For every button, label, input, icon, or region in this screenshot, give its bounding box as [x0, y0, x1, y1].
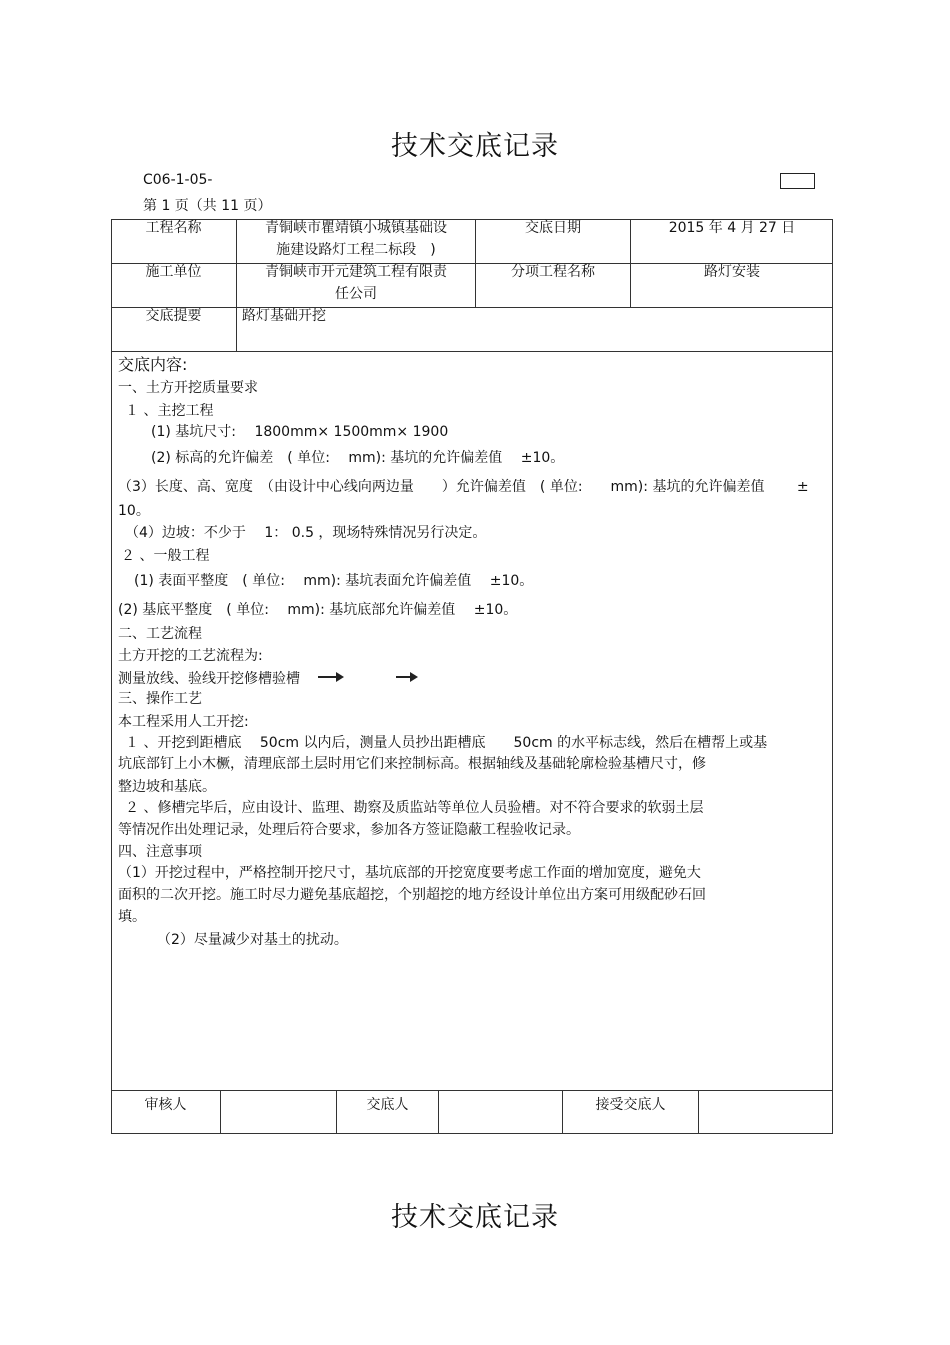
content-heading: 交底内容: — [118, 355, 188, 374]
date-value: 2015 年 4 月 27 日 — [668, 220, 796, 236]
content-line: １ 、主挖工程 — [125, 403, 214, 419]
date-label: 交底日期 — [525, 220, 581, 236]
content-line: ２ 、一般工程 — [121, 548, 210, 564]
row-divider — [111, 351, 833, 352]
subproject-label: 分项工程名称 — [511, 264, 595, 280]
document-code: C06-1-05- — [143, 172, 213, 188]
unit-line2: 任公司 — [335, 286, 377, 302]
content-line: 二、工艺流程 — [118, 626, 202, 642]
content-line: (2) 标高的允许偏差 ( 单位: mm): 基坑的允许偏差值 ±10。 — [151, 450, 565, 466]
reviewer-label: 审核人 — [144, 1097, 187, 1113]
content-line: （2）尽量减少对基土的扰动。 — [157, 932, 348, 948]
content-line: 整边坡和基底。 — [118, 779, 216, 795]
content-line: 一、土方开挖质量要求 — [118, 380, 258, 396]
content-line: １ 、开挖到距槽底 50cm 以内后，测量人员抄出距槽底 50cm 的水平标志线，然后在槽帮上或基 — [125, 735, 768, 751]
discloser-label: 交底人 — [366, 1097, 409, 1113]
flow-arrow-icon — [396, 676, 416, 678]
content-line: ２ 、修槽完毕后，应由设计、监理、勘察及质监站等单位人员验槽。对不符合要求的软弱土层 — [125, 800, 704, 816]
code-box — [780, 173, 815, 189]
receiver-label: 接受交底人 — [595, 1097, 666, 1113]
next-page-title: 技术交底记录 — [391, 1202, 559, 1233]
content-line: (1) 基坑尺寸: 1800mm× 1500mm× 1900 — [151, 424, 449, 440]
project-name-line2: 施建设路灯工程二标段 ) — [276, 242, 436, 258]
content-line: 测量放线、验线开挖修槽验槽 — [118, 671, 300, 687]
content-line: 四、注意事项 — [118, 844, 202, 860]
content-line: 三、操作工艺 — [118, 691, 202, 707]
receiver-signature — [699, 1094, 833, 1116]
project-name-line1: 青铜峡市瞿靖镇小城镇基础设 — [265, 220, 447, 236]
project-name-label: 工程名称 — [145, 220, 202, 236]
content-line: （4）边坡：不少于 1： 0.5 ，现场特殊情况另行决定。 — [125, 525, 487, 541]
content-line: （1）开挖过程中，严格控制开挖尺寸，基坑底部的开挖宽度要考虑工作面的增加宽度，避免大 — [118, 865, 701, 881]
content-line: 填。 — [118, 909, 146, 925]
discloser-signature — [439, 1094, 562, 1116]
content-line: 土方开挖的工艺流程为: — [118, 648, 263, 664]
content-line: (1) 表面平整度 ( 单位: mm): 基坑表面允许偏差值 ±10。 — [134, 573, 534, 589]
summary-value: 路灯基础开挖 — [242, 308, 326, 324]
summary-label: 交底提要 — [145, 308, 202, 324]
content-line: 等情况作出处理记录，处理后符合要求，参加各方签证隐蔽工程验收记录。 — [118, 822, 580, 838]
content-line: （3）长度、高、宽度 （由设计中心线向两边量 ）允许偏差值 ( 单位: mm): 基坑的允许偏差值 ± — [118, 479, 809, 495]
content-line: 10。 — [118, 503, 150, 519]
unit-label: 施工单位 — [145, 264, 202, 280]
content-line: 本工程采用人工开挖: — [118, 714, 249, 730]
reviewer-signature — [221, 1094, 336, 1116]
content-line: 坑底部钉上小木橛，清理底部土层时用它们来控制标高。根据轴线及基础轮廓检验基槽尺寸，修 — [118, 756, 706, 772]
page-title: 技术交底记录 — [391, 131, 559, 162]
unit-line1: 青铜峡市开元建筑工程有限责 — [265, 264, 447, 280]
content-line: 面积的二次开挖。施工时尽力避免基底超挖，个别超挖的地方经设计单位出方案可用级配砂石回 — [118, 887, 706, 903]
subproject-value: 路灯安装 — [704, 264, 760, 280]
content-line: (2) 基底平整度 ( 单位: mm): 基坑底部允许偏差值 ±10。 — [118, 602, 518, 618]
flow-arrow-icon — [318, 676, 342, 678]
page-info: 第 1 页（共 11 页） — [143, 198, 272, 214]
